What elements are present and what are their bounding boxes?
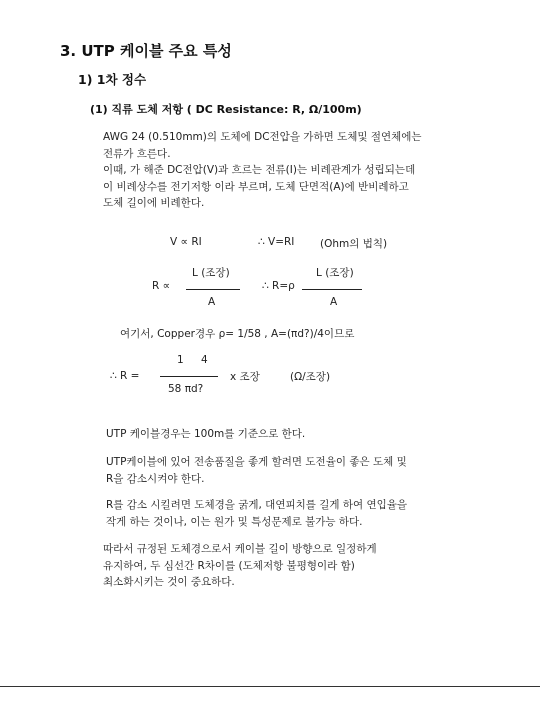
paragraph-standard-length — [106, 426, 305, 443]
paragraph-line: R를 감소 시킬려면 도체경을 굵게, 대연피치를 길게 하여 연입율을 — [106, 499, 408, 511]
paragraph-line: 따라서 규정된 도체경으로서 케이블 길이 방향으로 일정하게 — [103, 543, 377, 555]
paragraph-reduce-r — [106, 497, 407, 530]
formula-r-prop-lhs: R ∝ — [152, 280, 171, 292]
paragraph-line: 작게 하는 것이나, 이는 원가 및 특성문제로 불가능 하다. — [106, 515, 363, 528]
paragraph-line: 유지하여, 두 심선간 R차이를 (도체저항 불평형이라 함) — [103, 559, 355, 572]
intro-paragraph — [103, 129, 422, 212]
intro-line: AWG 24 (0.510mm)의 도체에 DC전압을 가하면 도체및 절연체에는 — [103, 131, 422, 143]
intro-line: 이때, 가 해준 DC전압(V)과 흐르는 전류(I)는 비례관계가 성립되는데 — [103, 164, 416, 176]
paragraph-line: R을 감소시켜야 한다. — [106, 472, 205, 485]
formula-r-rho-lhs: ∴ R=ρ — [262, 280, 295, 292]
formula-final-numerator-2: 4 — [201, 354, 208, 366]
paragraph-line: UTP케이블에 있어 전송품질을 좋게 할려면 도전율이 좋은 도체 및 — [106, 456, 407, 468]
topic-title: (1) 직류 도체 저항 ( DC Resistance: R, Ω/100m) — [90, 103, 362, 116]
formula-r-prop-numerator: L (조장) — [192, 267, 230, 279]
formula-final-lhs: ∴ R = — [110, 370, 140, 382]
fraction-bar — [160, 376, 218, 377]
formula-final-unit: (Ω/조장) — [290, 371, 331, 383]
intro-line: 전류가 흐른다. — [103, 147, 171, 160]
formula-r-rho-numerator: L (조장) — [316, 267, 354, 279]
subsection-title: 1) 1차 정수 — [78, 72, 147, 87]
paragraph-line: 최소화시키는 것이 중요하다. — [103, 576, 235, 588]
footer-divider — [0, 686, 540, 687]
intro-line: 이 비례상수를 전기저항 이라 부르며, 도체 단면적(A)에 반비례하고 — [103, 180, 409, 193]
formula-r-prop-denominator: A — [208, 296, 216, 308]
formula-final-denominator: 58 πd? — [168, 383, 204, 395]
section-title: 3. UTP 케이블 주요 특성 — [60, 42, 232, 60]
paragraph-quality — [106, 454, 407, 487]
copper-note: 여기서, Copper경우 ρ= 1/58 , A=(πd?)/4이므로 — [120, 328, 355, 340]
formula-final-numerator-1: 1 — [177, 354, 184, 366]
formula-r-rho-denominator: A — [330, 296, 338, 308]
fraction-bar — [186, 289, 240, 290]
fraction-bar — [302, 289, 362, 290]
intro-line: 도체 길이에 비례한다. — [103, 197, 205, 209]
formula-v-proportional: V ∝ RI — [170, 236, 202, 248]
formula-ohm-law: (Ohm의 법칙) — [320, 238, 388, 250]
paragraph-conclusion — [103, 541, 377, 591]
formula-final-tail: x 조장 — [230, 371, 260, 383]
formula-v-equation: ∴ V=RI — [258, 236, 295, 248]
paragraph-line: UTP 케이블경우는 100m를 기준으로 한다. — [106, 428, 306, 440]
